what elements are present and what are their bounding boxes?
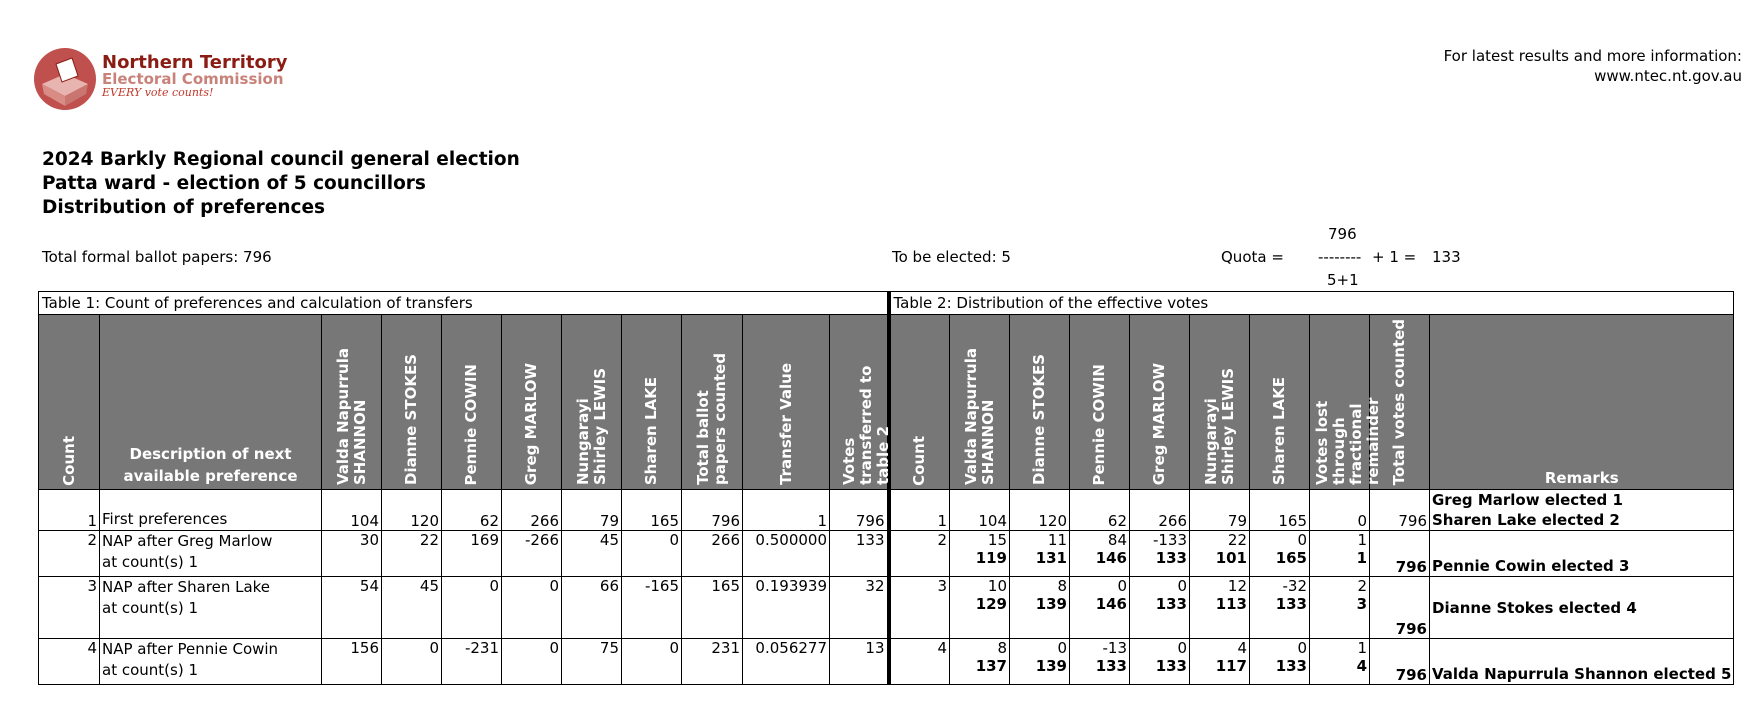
t2-count: 2 (889, 531, 950, 577)
t1-vote: 66 (562, 577, 622, 639)
t2-progressive: 133 (1275, 657, 1307, 676)
t2-candidate-cell (1190, 577, 1250, 639)
t1-votes-transferred: 133 (830, 531, 889, 577)
t2-transfer: 0 (1297, 639, 1307, 658)
t2-transfer: -32 (1282, 577, 1307, 596)
t2-transfer: 12 (1227, 577, 1247, 596)
t1-vote: 0 (382, 639, 442, 685)
t1-description (100, 531, 322, 577)
t1-vote: 266 (502, 490, 562, 531)
table2-caption: Table 2: Distribution of the effective votes (889, 292, 1734, 315)
t1-vote: 45 (562, 531, 622, 577)
t2-progressive: 133 (1275, 595, 1307, 614)
t1-count: 3 (39, 577, 100, 639)
logo-subtitle: Electoral Commission (102, 70, 284, 88)
t1-header-marlow: Greg MARLOW (502, 315, 562, 490)
t2-candidate-cell (1250, 531, 1310, 577)
t2-progressive: 139 (1035, 657, 1067, 676)
t2-votes-lost: 1 (1357, 639, 1367, 658)
t2-header-total-votes: Total votes counted (1370, 315, 1430, 490)
t2-progressive: 146 (1095, 595, 1127, 614)
t2-header-cowin: Pennie COWIN (1070, 315, 1130, 490)
t2-progressive: 133 (1095, 657, 1127, 676)
t2-count: 4 (889, 639, 950, 685)
t1-description (100, 639, 322, 685)
t2-transfer: 10 (987, 577, 1007, 596)
t1-votes-transferred: 13 (830, 639, 889, 685)
t2-candidate-cell (1190, 531, 1250, 577)
t2-candidate-cell (1010, 531, 1070, 577)
table-row (39, 531, 1734, 577)
t2-header-lewis: Nungarayi Shirley LEWIS (1190, 315, 1250, 490)
t2-candidate-cell (1190, 639, 1250, 685)
t2-remarks: Valda Napurrula Shannon elected 5 (1430, 639, 1734, 685)
t1-vote: 45 (382, 577, 442, 639)
t1-total-papers: 231 (682, 639, 743, 685)
t1-header-lake: Sharen LAKE (622, 315, 682, 490)
description-line: at count(s) 1 (102, 661, 198, 680)
t1-total-papers: 266 (682, 531, 743, 577)
t2-progressive: 165 (1275, 549, 1307, 568)
t1-vote: 120 (382, 490, 442, 531)
t1-vote: 0 (502, 639, 562, 685)
info-block (1444, 46, 1742, 86)
t1-header-count: Count (39, 315, 100, 490)
t1-vote: 0 (502, 577, 562, 639)
t2-count: 1 (889, 490, 950, 531)
ntec-logo (32, 46, 302, 112)
t2-header-stokes: Dianne STOKES (1010, 315, 1070, 490)
page-title (42, 148, 520, 220)
t2-transfer: 0 (1057, 639, 1067, 658)
title-distribution: Distribution of preferences (42, 197, 326, 218)
distribution-table (38, 291, 1734, 685)
t2-transfer: 0 (1117, 577, 1127, 596)
t1-vote: 30 (322, 531, 382, 577)
t2-candidate-cell (1010, 639, 1070, 685)
quota-value: 133 (1432, 248, 1461, 266)
t2-header-votes-lost: Votes lost through fractional remainder (1310, 315, 1370, 490)
t1-description: First preferences (100, 490, 322, 531)
t2-candidate-cell (1070, 577, 1130, 639)
t1-vote: 0 (622, 639, 682, 685)
t2-transfer: 0 (1177, 639, 1187, 658)
t1-total-papers: 165 (682, 577, 743, 639)
t1-header-description: Description of next available preference (100, 315, 322, 490)
t1-vote: 62 (442, 490, 502, 531)
t1-header-cowin: Pennie COWIN (442, 315, 502, 490)
t1-vote: 54 (322, 577, 382, 639)
t2-transfer: 165 (1250, 490, 1310, 531)
to-be-elected: To be elected: 5 (892, 248, 1011, 266)
t2-header-count: Count (889, 315, 950, 490)
quota-numerator: 796 (1328, 225, 1357, 243)
t2-remarks: Dianne Stokes elected 4 (1430, 577, 1734, 639)
t2-lost-total: 4 (1356, 657, 1367, 676)
info-text: For latest results and more information: (1443, 47, 1742, 65)
t2-votes-lost: 0 (1310, 490, 1370, 531)
t2-transfer: 4 (1237, 639, 1247, 658)
t2-total-votes: 796 (1370, 577, 1430, 639)
quota-label: Quota = (1221, 248, 1284, 266)
t2-total-votes: 796 (1370, 531, 1430, 577)
t2-header-marlow: Greg MARLOW (1130, 315, 1190, 490)
t1-vote: 165 (622, 490, 682, 531)
t2-candidate-cell (1070, 531, 1130, 577)
t2-header-lake: Sharen LAKE (1250, 315, 1310, 490)
logo-tagline: EVERY vote counts! (102, 86, 214, 99)
t1-vote: 79 (562, 490, 622, 531)
t2-progressive: 131 (1035, 549, 1067, 568)
t2-progressive: 133 (1155, 549, 1187, 568)
t1-count: 2 (39, 531, 100, 577)
ballot-box-icon (32, 46, 98, 112)
t2-lost-total: 1 (1356, 549, 1367, 568)
t2-transfer: 266 (1130, 490, 1190, 531)
t2-count: 3 (889, 577, 950, 639)
t2-lost-cell (1310, 577, 1370, 639)
t2-progressive: 133 (1155, 657, 1187, 676)
t2-candidate-cell (1250, 577, 1310, 639)
t2-progressive: 101 (1215, 549, 1247, 568)
t2-candidate-cell (1010, 577, 1070, 639)
t1-vote: 104 (322, 490, 382, 531)
t2-transfer: 22 (1227, 531, 1247, 550)
t1-transfer-value: 0.193939 (743, 577, 830, 639)
t1-vote: 169 (442, 531, 502, 577)
t2-total-votes: 796 (1370, 639, 1430, 685)
t2-transfer: 120 (1010, 490, 1070, 531)
t2-progressive: 117 (1215, 657, 1247, 676)
t1-transfer-value: 1 (743, 490, 830, 531)
t1-votes-transferred: 796 (830, 490, 889, 531)
t1-vote: 75 (562, 639, 622, 685)
t2-progressive: 113 (1215, 595, 1247, 614)
t1-vote: 0 (622, 531, 682, 577)
t2-transfer: 8 (997, 639, 1007, 658)
t1-header-shannon: Valda Napurrula SHANNON (322, 315, 382, 490)
t2-remarks: Pennie Cowin elected 3 (1430, 531, 1734, 577)
t2-candidate-cell (1130, 639, 1190, 685)
t1-vote: -231 (442, 639, 502, 685)
table-row (39, 577, 1734, 639)
t2-transfer: 8 (1057, 577, 1067, 596)
t1-count: 1 (39, 490, 100, 531)
t2-transfer: 104 (950, 490, 1010, 531)
t2-lost-cell (1310, 531, 1370, 577)
description-line: NAP after Greg Marlow (102, 532, 273, 551)
t1-header-votes-transferred: Votes transferred to table 2 (830, 315, 889, 490)
table-row (39, 639, 1734, 685)
quota-fraction-bar: -------- (1318, 248, 1362, 266)
t2-transfer: 84 (1107, 531, 1127, 550)
t2-transfer: -13 (1102, 639, 1127, 658)
info-url: www.ntec.nt.gov.au (1594, 67, 1742, 85)
remark-line: Sharen Lake elected 2 (1432, 511, 1620, 530)
t2-lost-cell (1310, 639, 1370, 685)
t2-transfer: 79 (1190, 490, 1250, 531)
t2-transfer: 15 (987, 531, 1007, 550)
quota-denominator: 5+1 (1327, 271, 1359, 289)
t2-total-votes: 796 (1370, 490, 1430, 531)
table1-caption: Table 1: Count of preferences and calculation of transfers (39, 292, 889, 315)
t1-vote: -165 (622, 577, 682, 639)
t2-progressive: 137 (975, 657, 1007, 676)
t1-header-total-papers: Total ballot papers counted (682, 315, 743, 490)
t1-total-papers: 796 (682, 490, 743, 531)
t2-candidate-cell (1130, 531, 1190, 577)
t1-count: 4 (39, 639, 100, 685)
t2-transfer: 62 (1070, 490, 1130, 531)
title-election: 2024 Barkly Regional council general election (42, 149, 520, 170)
total-formal-ballots: Total formal ballot papers: 796 (42, 248, 272, 266)
t2-progressive: 133 (1155, 595, 1187, 614)
t2-header-shannon: Valda Napurrula SHANNON (950, 315, 1010, 490)
t2-transfer: -133 (1152, 531, 1187, 550)
t2-candidate-cell (1250, 639, 1310, 685)
t2-candidate-cell (1130, 577, 1190, 639)
logo-title: Northern Territory (102, 52, 288, 73)
t2-candidate-cell (1070, 639, 1130, 685)
title-ward: Patta ward - election of 5 councillors (42, 173, 426, 194)
t2-progressive: 119 (975, 549, 1007, 568)
description-line: NAP after Pennie Cowin (102, 640, 279, 659)
t1-votes-transferred: 32 (830, 577, 889, 639)
t1-vote: 156 (322, 639, 382, 685)
t2-header-remarks: Remarks (1430, 315, 1734, 490)
description-line: at count(s) 1 (102, 553, 198, 572)
t2-remarks (1430, 490, 1734, 531)
t2-transfer: 11 (1047, 531, 1067, 550)
t2-candidate-cell (950, 531, 1010, 577)
table-row (39, 490, 1734, 531)
description-line: at count(s) 1 (102, 599, 198, 618)
t2-candidate-cell (950, 577, 1010, 639)
t1-vote: 22 (382, 531, 442, 577)
t1-vote: -266 (502, 531, 562, 577)
t2-transfer: 0 (1297, 531, 1307, 550)
description-line: NAP after Sharen Lake (102, 578, 271, 597)
t2-votes-lost: 1 (1357, 531, 1367, 550)
t1-transfer-value: 0.056277 (743, 639, 830, 685)
t1-vote: 0 (442, 577, 502, 639)
t2-progressive: 139 (1035, 595, 1067, 614)
t2-candidate-cell (950, 639, 1010, 685)
remark-line: Greg Marlow elected 1 (1432, 491, 1623, 510)
t1-transfer-value: 0.500000 (743, 531, 830, 577)
t1-header-stokes: Dianne STOKES (382, 315, 442, 490)
t2-votes-lost: 2 (1357, 577, 1367, 596)
t2-transfer: 0 (1177, 577, 1187, 596)
t2-progressive: 129 (975, 595, 1007, 614)
quota-plus-one: + 1 = (1372, 248, 1417, 266)
t1-description (100, 577, 322, 639)
t1-header-transfer-value: Transfer Value (743, 315, 830, 490)
t2-lost-total: 3 (1356, 595, 1367, 614)
t2-progressive: 146 (1095, 549, 1127, 568)
t1-header-lewis: Nungarayi Shirley LEWIS (562, 315, 622, 490)
